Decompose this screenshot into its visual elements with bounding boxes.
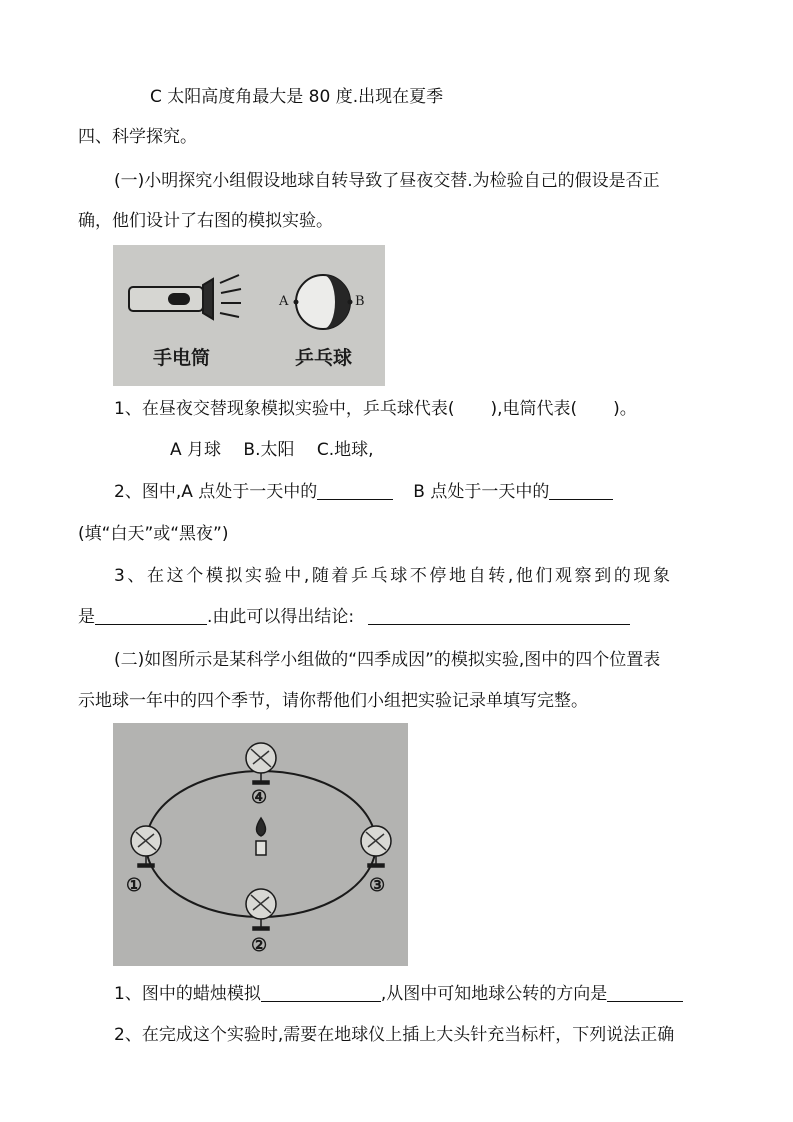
subquestion-1: 1、图中的蜡烛模拟 ,从图中可知地球公转的方向是 <box>114 983 683 1005</box>
answer-blank-candle[interactable] <box>261 983 381 1002</box>
question-2-hint: (填“白天”或“黑夜”) <box>78 524 229 544</box>
position-3-label: ③ <box>369 875 386 896</box>
figure-four-seasons-drawing <box>113 723 408 966</box>
question-3: 3、在这个模拟实验中,随着乒乓球不停地自转,他们观察到的现象 <box>114 566 673 586</box>
part1-intro-cont: 确，他们设计了右图的模拟实验。 <box>78 211 333 231</box>
part1-intro: (一)小明探究小组假设地球自转导致了昼夜交替.为检验自己的假设是否正 <box>114 171 660 191</box>
position-4-label: ④ <box>251 787 268 808</box>
globe-icon <box>246 889 276 930</box>
flashlight-icon <box>129 275 241 319</box>
section-heading: 四、科学探究。 <box>78 127 197 147</box>
subquestion-2: 2、在完成这个实验时,需要在地球仪上插上大头针充当标杆，下列说法正确 <box>114 1025 675 1045</box>
answer-blank-phenomenon[interactable] <box>95 606 207 625</box>
part2-intro-cont: 示地球一年中的四个季节，请你帮他们小组把实验记录单填写完整。 <box>78 691 588 711</box>
figure-flashlight-ball <box>113 245 385 386</box>
globe-icon <box>131 826 161 867</box>
candle-icon <box>256 818 266 855</box>
question-2: 2、图中,A 点处于一天中的 B 点处于一天中的 <box>114 481 613 503</box>
question-1-options: A 月球 B.太阳 C.地球, <box>170 440 374 460</box>
question-1: 1、在昼夜交替现象模拟实验中，乒乓球代表( ),电筒代表( )。 <box>114 399 637 419</box>
answer-blank-direction[interactable] <box>607 983 683 1002</box>
point-b-label: B <box>355 294 365 309</box>
globe-icon <box>361 826 391 867</box>
answer-blank-b[interactable] <box>549 481 613 500</box>
ping-pong-ball-icon <box>294 275 353 329</box>
question-3-cont: 是 .由此可以得出结论: <box>78 606 630 628</box>
globe-icon <box>246 743 276 784</box>
answer-blank-a[interactable] <box>317 481 393 500</box>
position-2-label: ② <box>251 935 268 956</box>
figure-four-seasons <box>113 723 408 966</box>
ball-caption: 乒乓球 <box>295 347 353 369</box>
position-1-label: ① <box>126 875 143 896</box>
point-a-label: A <box>279 294 289 309</box>
answer-blank-conclusion[interactable] <box>368 606 630 625</box>
flashlight-caption: 手电筒 <box>153 347 211 369</box>
line-c-option: C 太阳高度角最大是 80 度.出现在夏季 <box>150 87 444 107</box>
part2-intro: (二)如图所示是某科学小组做的“四季成因”的模拟实验,图中的四个位置表 <box>114 650 661 670</box>
